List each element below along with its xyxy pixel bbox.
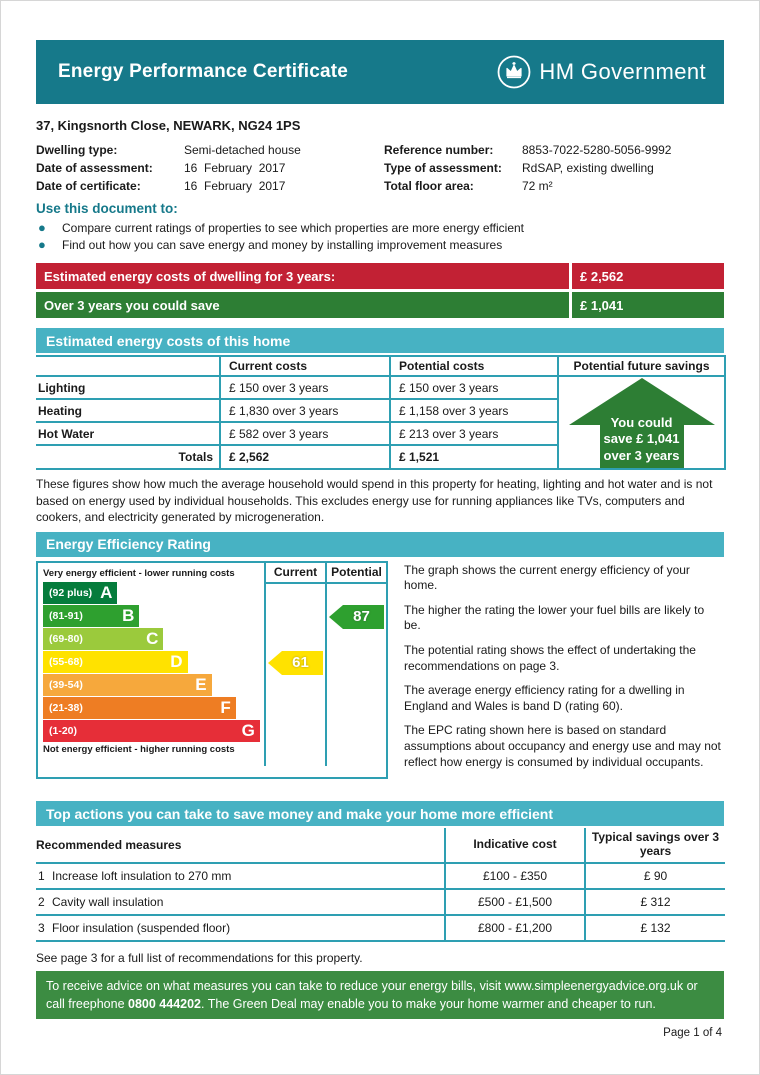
bullet-item (36, 219, 724, 236)
band-range-label: (55-68) (49, 655, 83, 668)
epc-band-b (43, 605, 139, 627)
hm-government-label: HM Government (539, 59, 706, 84)
potential-rating-column (325, 584, 386, 766)
detail-label: Date of assessment: (36, 161, 153, 175)
current-rating-value: 61 (292, 654, 309, 672)
action-row-savings: £ 312 (584, 890, 725, 916)
detail-row-dwelling-type (36, 141, 384, 159)
heating-potential-cost: £ 1,158 over 3 years (389, 400, 557, 423)
energy-advice-box (36, 971, 724, 1019)
potential-rating-arrow-icon (329, 605, 384, 629)
efficiency-rating-area (36, 561, 724, 780)
current-rating-column (264, 584, 325, 766)
epc-band-a (43, 582, 117, 604)
lighting-potential-cost: £ 150 over 3 years (389, 377, 557, 400)
estimated-costs-value: £ 2,562 (572, 263, 724, 289)
bullet-text: Find out how you can save energy and money by installing improvement measures (62, 237, 503, 252)
savings-arrow-text (567, 415, 717, 465)
see-page-note: See page 3 for a full list of recommendations for this property. (36, 951, 363, 966)
measure-text: Floor insulation (suspended floor) (52, 921, 231, 936)
use-document-bullets (36, 219, 724, 253)
property-details (36, 141, 724, 195)
epc-band-c (43, 628, 163, 650)
bullet-icon: ● (38, 237, 46, 252)
row-label-lighting: Lighting (36, 377, 219, 400)
details-right-column (384, 141, 724, 195)
detail-value: RdSAP, existing dwelling (522, 161, 654, 175)
epc-band-g (43, 720, 260, 742)
heating-current-cost: £ 1,830 over 3 years (219, 400, 389, 423)
band-letter: E (195, 675, 207, 695)
advice-phone-number: 0800 444202 (128, 997, 202, 1012)
use-document-heading: Use this document to: (36, 201, 178, 216)
action-row-savings: £ 90 (584, 864, 725, 890)
band-range-label: (81-91) (49, 609, 83, 622)
epc-band-d (43, 651, 188, 673)
top-scale-note: Very energy efficient - lower running costs (43, 567, 235, 579)
table-header-future-savings: Potential future savings (557, 355, 726, 377)
rating-explanation-notes (388, 561, 724, 780)
royal-crest-icon (496, 54, 532, 90)
band-letter: A (100, 583, 113, 603)
band-range-label: (69-80) (49, 632, 83, 645)
note-paragraph: The higher the rating the lower your fuel bills are likely to be. (404, 602, 705, 633)
potential-savings-value: £ 1,041 (572, 292, 724, 318)
estimated-costs-bar (36, 263, 724, 289)
measure-number: 1 (38, 869, 45, 884)
measure-number: 2 (38, 895, 45, 910)
detail-row-floor-area (384, 177, 724, 195)
detail-label: Total floor area: (384, 179, 474, 193)
action-row-cost: £800 - £1,200 (444, 916, 584, 942)
estimated-costs-label: Estimated energy costs of dwelling for 3 years: (36, 263, 569, 289)
hot-water-potential-cost: £ 213 over 3 years (389, 423, 557, 446)
epc-band-f (43, 697, 236, 719)
note-paragraph: The graph shows the current energy efficiency of your home. (404, 562, 690, 593)
epc-band-e (43, 674, 212, 696)
measure-text: Increase loft insulation to 270 mm (52, 869, 232, 884)
header-banner (36, 40, 724, 104)
detail-value: Semi-detached house (184, 143, 301, 157)
header-recommended-measures: Recommended measures (36, 828, 444, 864)
detail-value: 8853-7022-5280-5056-9992 (522, 143, 672, 157)
table-header-potential-costs: Potential costs (389, 355, 557, 377)
detail-row-assessment-type (384, 159, 724, 177)
hm-government-logo (496, 54, 706, 90)
detail-value: 72 m² (522, 179, 553, 193)
bullet-item (36, 236, 724, 253)
note-paragraph: The potential rating shows the effect of undertaking the recommendations on page 3. (404, 643, 696, 673)
band-range-label: (1-20) (49, 724, 78, 737)
detail-row-assessment-date (36, 159, 384, 177)
band-letter: C (146, 629, 159, 649)
band-letter: F (220, 698, 231, 718)
savings-line-2: save £ 1,041 (603, 431, 680, 447)
potential-rating-value: 87 (353, 608, 370, 626)
action-row-savings: £ 132 (584, 916, 725, 942)
note-paragraph: The average energy efficiency rating for a dwelling in England and Wales is band D (rating 60). (404, 683, 685, 713)
action-row-measure (36, 916, 444, 942)
energy-costs-table (36, 355, 724, 470)
band-range-label: (21-38) (49, 701, 83, 714)
section-top-actions: Top actions you can take to save money and make your home more efficient (36, 801, 724, 826)
table-header-blank (36, 355, 219, 377)
epc-rating-chart (36, 561, 388, 780)
page-title: Energy Performance Certificate (58, 61, 349, 82)
current-rating-arrow-icon (268, 651, 323, 675)
measure-number: 3 (38, 921, 45, 936)
lighting-current-cost: £ 150 over 3 years (219, 377, 389, 400)
detail-value: 16 February 2017 (184, 161, 286, 175)
note-paragraph: The EPC rating shown here is based on standard assumptions about occupancy and energy use and may not reflect how energy is consumed by individual occupants. (404, 723, 721, 769)
potential-savings-label: Over 3 years you could save (36, 292, 569, 318)
savings-line-3: over 3 years (603, 447, 680, 463)
band-letter: G (241, 721, 255, 741)
section-energy-efficiency-rating: Energy Efficiency Rating (36, 532, 724, 557)
bands-column (38, 563, 264, 766)
band-range-label: (92 plus) (49, 586, 93, 599)
table-header-current-costs: Current costs (219, 355, 389, 377)
header-indicative-cost: Indicative cost (444, 828, 584, 864)
section-estimated-energy-costs: Estimated energy costs of this home (36, 328, 724, 353)
action-row-cost: £500 - £1,500 (444, 890, 584, 916)
detail-label: Type of assessment: (384, 161, 502, 175)
potential-column-header: Potential (325, 563, 386, 584)
cost-summary-bars (36, 263, 724, 318)
row-label-hot-water: Hot Water (36, 423, 219, 446)
savings-line-1: You could (610, 414, 673, 430)
action-row-measure (36, 864, 444, 890)
hot-water-current-cost: £ 582 over 3 years (219, 423, 389, 446)
top-actions-table (36, 828, 724, 942)
detail-label: Dwelling type: (36, 143, 118, 157)
costs-footnote: These figures show how much the average household would spend in this property for heating, lighting and hot water and is not based on energy used by individual households. This excludes energy use for running appliances like TVs, computers and cookers, and electricity generated by microgeneration. (36, 477, 713, 525)
totals-label: Totals (36, 446, 219, 470)
advice-text-prefix: To receive advice on what measures you can take to reduce your energy bills, visit www.simpleenergyadvice.org.uk or call freephone (46, 979, 698, 1012)
band-range-label: (39-54) (49, 678, 83, 691)
totals-current: £ 2,562 (219, 446, 389, 470)
action-row-measure (36, 890, 444, 916)
band-letter: D (170, 652, 183, 672)
page-number: Page 1 of 4 (663, 1027, 722, 1039)
detail-label: Date of certificate: (36, 179, 141, 193)
bullet-text: Compare current ratings of properties to see which properties are more energy efficient (62, 220, 525, 235)
measure-text: Cavity wall insulation (52, 895, 164, 910)
totals-potential: £ 1,521 (389, 446, 557, 470)
potential-savings-bar (36, 292, 724, 318)
detail-label: Reference number: (384, 143, 494, 157)
detail-row-reference-number (384, 141, 724, 159)
header-typical-savings: Typical savings over 3 years (584, 828, 725, 864)
bullet-icon: ● (38, 220, 46, 235)
advice-text-suffix: . The Green Deal may enable you to make your home warmer and cheaper to run. (201, 997, 656, 1012)
savings-arrow-icon (567, 377, 717, 469)
future-savings-cell (557, 377, 726, 470)
action-row-cost: £100 - £350 (444, 864, 584, 890)
band-letter: B (122, 606, 135, 626)
details-left-column (36, 141, 384, 195)
detail-row-certificate-date (36, 177, 384, 195)
detail-value: 16 February 2017 (184, 179, 286, 193)
row-label-heating: Heating (36, 400, 219, 423)
current-column-header: Current (264, 563, 325, 584)
bottom-scale-note: Not energy efficient - higher running costs (43, 743, 235, 755)
property-address: 37, Kingsnorth Close, NEWARK, NG24 1PS (36, 118, 301, 133)
